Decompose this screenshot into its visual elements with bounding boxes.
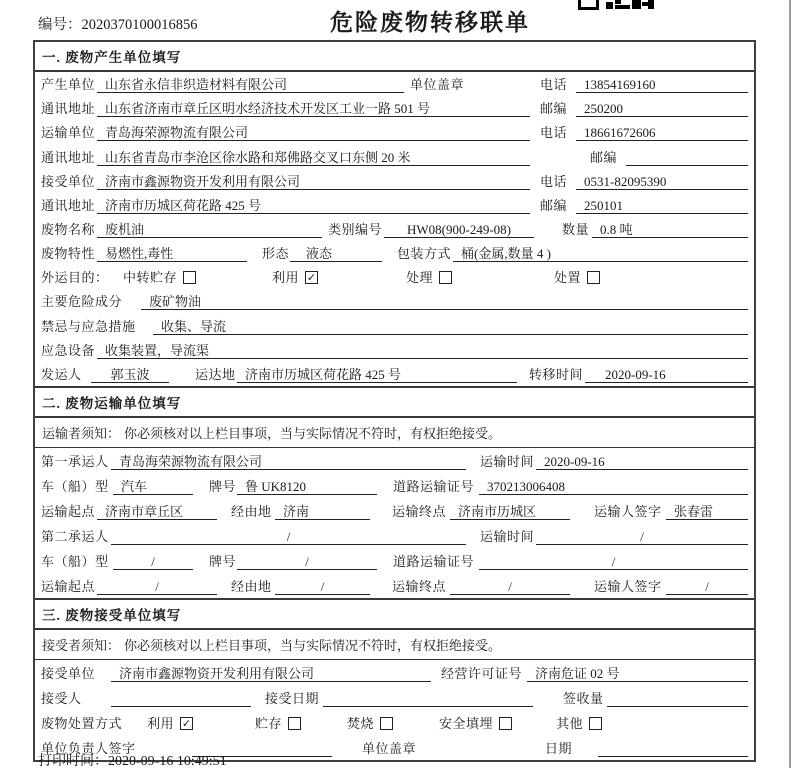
purpose-treat-label: 处理 <box>406 270 434 286</box>
route-start-value: 济南市章丘区 <box>97 503 217 520</box>
dispatcher-row <box>35 362 754 386</box>
transport-time-2-label: 运输时间 <box>480 528 535 544</box>
transporter-address-value: 山东省青岛市李沧区徐水路和郑佛路交叉口东侧 20 米 <box>97 149 530 166</box>
disposal-other-label: 其他 <box>556 715 584 731</box>
disposal-incinerate-label: 焚烧 <box>347 715 375 731</box>
section-1-header: 一. 废物产生单位填写 <box>35 42 754 72</box>
emergency-equipment-value: 收集装置，导流渠 <box>97 342 748 359</box>
disposal-landfill-checkbox <box>499 717 512 730</box>
disposal-option-utilize <box>147 715 193 732</box>
waste-name-row <box>35 217 754 241</box>
plate-number-2-value: / <box>237 553 377 570</box>
accept-date-label: 接受日期 <box>265 690 320 706</box>
route-end-value: 济南市历城区 <box>450 503 570 520</box>
disposal-other-checkbox <box>589 717 602 730</box>
dispatcher-label: 发运人 <box>41 366 82 382</box>
route-end-2-label: 运输终点 <box>392 578 447 594</box>
manifest-form-table <box>33 40 756 762</box>
disposal-storage-label: 贮存 <box>255 715 283 731</box>
producer-zip-label: 邮编 <box>540 101 568 117</box>
taboo-measures-label: 禁忌与应急措施 <box>41 318 136 334</box>
receiver-phone-value: 0531-82095390 <box>576 173 748 190</box>
receiver-zip-value: 250101 <box>576 197 748 214</box>
carrier-signature-label: 运输人签字 <box>594 503 662 519</box>
route-start-2-value: / <box>97 578 217 595</box>
purpose-transfer-storage-checkbox <box>183 271 196 284</box>
purpose-option-dispose <box>554 269 600 286</box>
disposal-method-row <box>35 710 754 735</box>
vehicle-type-2-value: / <box>113 553 193 570</box>
route-via-2-label: 经由地 <box>231 578 272 594</box>
disposal-landfill-label: 安全填埋 <box>439 715 494 731</box>
route-start-label: 运输起点 <box>41 503 96 519</box>
purpose-option-transfer-storage <box>123 269 196 286</box>
producer-address-value: 山东省济南市章丘区明水经济技术开发区工业一路 501 号 <box>97 100 530 117</box>
receiver-zip-label: 邮编 <box>540 197 568 213</box>
route-end-2-value: / <box>450 578 570 595</box>
unit-seal-label: 单位盖章 <box>362 740 417 756</box>
transport-time-label: 运输时间 <box>480 453 535 469</box>
first-carrier-value: 青岛海荣源物流有限公司 <box>111 453 466 470</box>
waste-property-value: 易燃性,毒性 <box>97 245 247 262</box>
operating-license-value: 济南危证 02 号 <box>527 665 748 682</box>
purpose-utilize-checkbox: ✓ <box>306 271 317 285</box>
receiver-address-row <box>35 193 754 217</box>
carrier-signature-value: 张春雷 <box>666 503 748 520</box>
waste-category-label: 类别编号 <box>328 221 383 237</box>
acceptor-value <box>111 690 251 707</box>
accepting-unit-label: 接受单位 <box>41 665 96 681</box>
route-end-label: 运输终点 <box>392 503 447 519</box>
waste-quantity-label: 数量 <box>562 221 590 237</box>
producer-address-row <box>35 96 754 120</box>
packing-method-label: 包装方式 <box>397 246 452 262</box>
hazard-component-value: 废矿物油 <box>141 293 748 310</box>
disposal-utilize-checkbox: ✓ <box>181 716 192 730</box>
route-row-1 <box>35 498 754 523</box>
transporter-row <box>35 120 754 144</box>
transfer-purpose-row <box>35 265 754 289</box>
taboo-measures-value: 收集、导流 <box>153 318 748 335</box>
seal-date-value <box>598 740 748 757</box>
purpose-transfer-storage-label: 中转贮存 <box>123 270 178 286</box>
operating-license-label: 经营许可证号 <box>441 665 523 681</box>
destination-value: 济南市历城区荷花路 425 号 <box>237 366 517 383</box>
transfer-time-label: 转移时间 <box>529 366 584 382</box>
receiver-notice-label: 接受者须知： <box>42 637 121 653</box>
page-edge-line <box>789 0 791 768</box>
page-title: 危险废物转移联单 <box>330 10 530 35</box>
route-start-2-label: 运输起点 <box>41 578 96 594</box>
producer-zip-value: 250200 <box>576 100 748 117</box>
second-carrier-row <box>35 523 754 548</box>
road-license-2-value: / <box>479 553 748 570</box>
plate-number-2-label: 牌号 <box>209 553 237 569</box>
receiver-notice-row <box>35 630 754 660</box>
vehicle-type-2-label: 车（船）型 <box>41 553 109 569</box>
responsible-signature-label: 单位负责人签字 <box>41 740 136 756</box>
taboo-measures-row <box>35 313 754 337</box>
transporter-zip-value <box>626 149 748 166</box>
accepting-unit-row <box>35 660 754 685</box>
emergency-equipment-row <box>35 338 754 362</box>
serial-number-value: 2020370100016856 <box>81 17 198 33</box>
road-license-label: 道路运输证号 <box>393 478 475 494</box>
print-time-label: 打印时间： <box>38 754 108 768</box>
transporter-address-label: 通讯地址 <box>41 149 96 165</box>
waste-category-value: HW08(900-249-08) <box>384 221 534 238</box>
acceptor-label: 接受人 <box>41 690 82 706</box>
section-2-header: 二. 废物运输单位填写 <box>35 386 754 418</box>
print-time-value: 2020-09-16 10:49:51 <box>108 754 227 768</box>
disposal-option-storage <box>255 715 301 732</box>
receiver-label: 接受单位 <box>41 173 96 189</box>
disposal-utilize-label: 利用 <box>147 715 175 731</box>
vehicle-row-1 <box>35 473 754 498</box>
road-license-value: 370213006408 <box>479 478 748 495</box>
producer-seal-label: 单位盖章 <box>410 77 465 93</box>
disposal-option-other <box>556 715 602 732</box>
emergency-equipment-label: 应急设备 <box>41 342 96 358</box>
vehicle-row-2 <box>35 548 754 573</box>
receiver-address-value: 济南市历城区荷花路 425 号 <box>97 197 530 214</box>
transporter-name-value: 青岛海荣源物流有限公司 <box>97 124 530 141</box>
acceptor-row <box>35 685 754 710</box>
producer-name-value: 山东省永信非织造材料有限公司 <box>97 76 404 93</box>
transporter-phone-label: 电话 <box>540 125 568 141</box>
disposal-storage-checkbox <box>288 717 301 730</box>
carrier-signature-2-label: 运输人签字 <box>594 578 662 594</box>
purpose-option-utilize <box>272 269 318 286</box>
route-via-value: 济南 <box>275 503 370 520</box>
hazard-component-row <box>35 289 754 313</box>
waste-quantity-value: 0.8 吨 <box>592 221 748 238</box>
hazard-component-label: 主要危险成分 <box>41 294 123 310</box>
accepting-unit-value: 济南市鑫源物资开发利用有限公司 <box>111 665 431 682</box>
serial-number-label: 编号： <box>38 17 82 33</box>
purpose-dispose-checkbox <box>587 271 600 284</box>
purpose-dispose-label: 处置 <box>554 270 582 286</box>
waste-form-label: 形态 <box>262 246 290 262</box>
road-license-2-label: 道路运输证号 <box>393 553 475 569</box>
transport-time-value: 2020-09-16 <box>536 453 748 470</box>
transport-time-2-value: / <box>536 528 748 545</box>
vehicle-type-label: 车（船）型 <box>41 478 109 494</box>
waste-property-label: 废物特性 <box>41 246 96 262</box>
transporter-label: 运输单位 <box>41 125 96 141</box>
disposal-method-label: 废物处置方式 <box>41 715 123 731</box>
route-via-label: 经由地 <box>231 503 272 519</box>
transfer-time-value: 2020-09-16 <box>585 366 748 383</box>
transporter-phone-value: 18661672606 <box>576 124 748 141</box>
producer-phone-value: 13854169160 <box>576 76 748 93</box>
section-3-header: 三. 废物接受单位填写 <box>35 598 754 630</box>
disposal-incinerate-checkbox <box>380 717 393 730</box>
receiver-phone-label: 电话 <box>540 173 568 189</box>
dispatcher-name-value: 郭玉波 <box>91 366 169 383</box>
packing-method-value: 桶(金属,数量 4 ) <box>453 245 748 262</box>
plate-number-value: 鲁 UK8120 <box>237 478 377 495</box>
purpose-option-treat <box>406 269 452 286</box>
transporter-zip-label: 邮编 <box>590 149 618 165</box>
purpose-treat-checkbox <box>439 271 452 284</box>
second-carrier-label: 第二承运人 <box>41 528 109 544</box>
first-carrier-row <box>35 448 754 473</box>
route-row-2 <box>35 573 754 598</box>
receiver-row <box>35 169 754 193</box>
transporter-notice-row <box>35 418 754 448</box>
disposal-option-incinerate <box>347 715 393 732</box>
producer-address-label: 通讯地址 <box>41 101 96 117</box>
received-quantity-value <box>607 690 748 707</box>
transporter-notice-text: 你必须核对以上栏目事项，当与实际情况不符时，有权拒绝接受。 <box>124 425 502 441</box>
purpose-utilize-label: 利用 <box>272 270 300 286</box>
second-carrier-value: / <box>111 528 466 545</box>
producer-label: 产生单位 <box>41 77 96 93</box>
vehicle-type-value: 汽车 <box>113 478 193 495</box>
transporter-notice-label: 运输者须知： <box>42 425 121 441</box>
waste-form-value: 液态 <box>290 245 382 262</box>
first-carrier-label: 第一承运人 <box>41 453 109 469</box>
accept-date-value <box>323 690 533 707</box>
waste-name-value: 废机油 <box>97 221 322 238</box>
disposal-option-landfill <box>439 715 512 732</box>
producer-row <box>35 72 754 96</box>
print-time <box>38 750 227 768</box>
waste-property-row <box>35 241 754 265</box>
receiver-address-label: 通讯地址 <box>41 197 96 213</box>
serial-number <box>38 13 198 34</box>
receiver-name-value: 济南市鑫源物资开发利用有限公司 <box>97 173 530 190</box>
destination-label: 运达地 <box>195 366 236 382</box>
carrier-signature-2-value: / <box>666 578 748 595</box>
plate-number-label: 牌号 <box>209 478 237 494</box>
receiver-notice-text: 你必须核对以上栏目事项，当与实际情况不符时，有权拒绝接受。 <box>124 637 502 653</box>
received-quantity-label: 签收量 <box>563 690 604 706</box>
route-via-2-value: / <box>275 578 370 595</box>
transfer-purpose-label: 外运目的： <box>41 270 109 286</box>
waste-name-label: 废物名称 <box>41 221 96 237</box>
seal-date-label: 日期 <box>545 740 573 756</box>
producer-phone-label: 电话 <box>540 77 568 93</box>
qr-code-fragment-icon <box>578 0 654 10</box>
transporter-address-row <box>35 144 754 168</box>
